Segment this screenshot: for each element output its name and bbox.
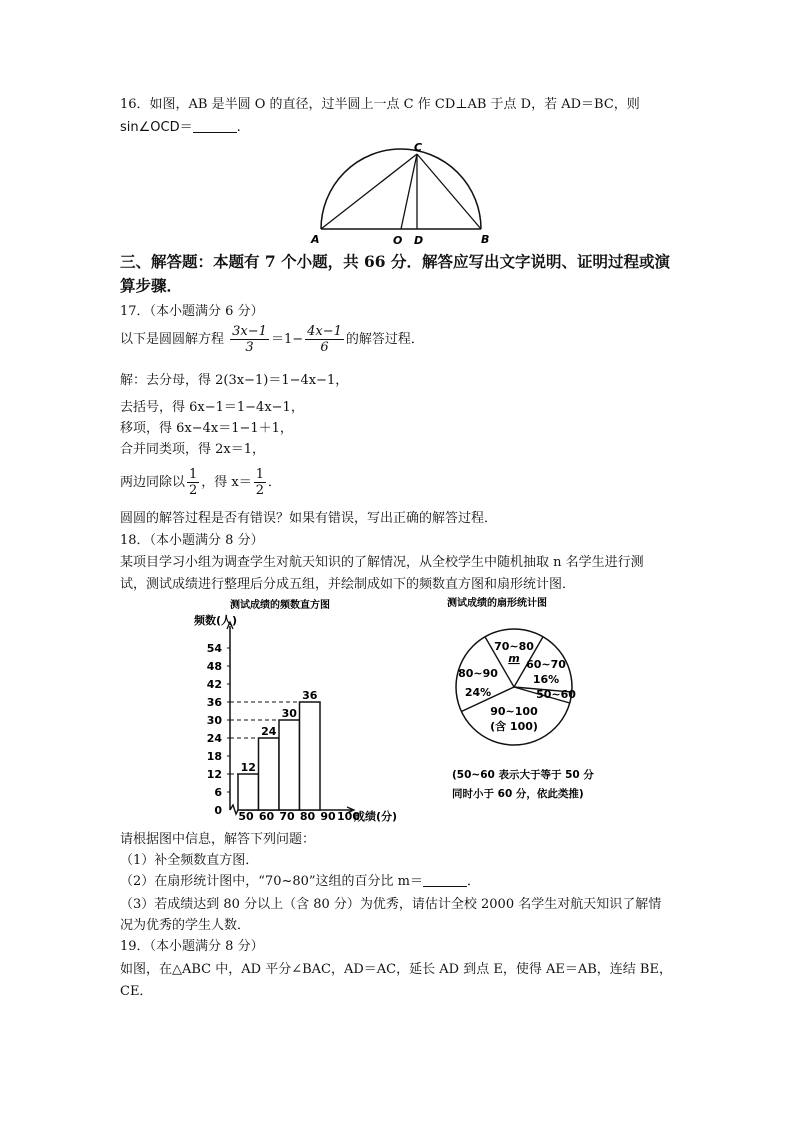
q17-equals: ＝1− (270, 332, 304, 347)
q17-intro-text: 以下是圆圆解方程 (120, 332, 225, 347)
pie-note-line2: 同时小于 60 分，依此类推) (452, 788, 584, 800)
q17-fraction-1 (230, 324, 269, 355)
q18-text1: 某项目学习小组为调查学生对航天知识的了解情况，从全校学生中随机抽取 n 名学生进行测 (120, 555, 644, 570)
semicircle-arc (321, 149, 481, 229)
q17-step5-text: 两边同除以 (120, 475, 186, 490)
q18-sub1: （1）补全频数直方图． (120, 853, 259, 868)
q17-intro-end: 的解答过程． (345, 332, 424, 347)
q17-step3: 移项，得 6x−4x＝1−1＋1， (120, 421, 293, 436)
label-b: B (481, 233, 490, 246)
q17-step1: 解：去分母，得 2(3x−1)＝1−4x−1， (120, 373, 349, 388)
histogram-y-tick-label: 30 (206, 714, 222, 727)
histogram-x-tick-label: 100 (337, 810, 360, 823)
histogram-x-tick-label: 70 (279, 810, 295, 823)
histogram-bar (300, 702, 321, 810)
pie-slice-value: 16% (532, 673, 560, 686)
q17-header: 17．（本小题满分 6 分） (120, 304, 264, 319)
q17-intro (120, 322, 424, 358)
frequency-histogram (190, 598, 430, 830)
histogram-y-tick-label: 24 (206, 732, 222, 745)
q18-header: 18．（本小题满分 8 分） (120, 533, 264, 548)
q18-sub2-end: ． (467, 874, 481, 889)
histogram-bar (279, 720, 300, 810)
histogram-y-tick-label: 48 (206, 660, 222, 673)
q17-fraction-2 (305, 324, 344, 355)
q19-header: 19．（本小题满分 8 分） (120, 939, 264, 954)
histogram-value-label: 36 (302, 689, 318, 702)
label-o: O (393, 234, 403, 247)
histogram-y-tick-label: 6 (214, 786, 222, 799)
histogram-x-tick-label: 50 (238, 810, 254, 823)
pie-slice-label: 90~100 (490, 705, 538, 718)
section3-heading-line2: 算步骤． (120, 276, 183, 295)
histogram-y-tick-label: 0 (214, 804, 222, 817)
histogram-value-label: 30 (281, 707, 297, 720)
histogram-x-tick-label: 60 (258, 810, 275, 823)
histogram-y-label: 频数(人) (194, 614, 238, 627)
histogram-y-tick-label: 18 (206, 750, 222, 763)
pie-chart (440, 596, 610, 806)
q17-step5 (120, 465, 281, 501)
pie-slice-value: m (508, 652, 520, 665)
histogram-value-label: 12 (240, 761, 256, 774)
q18-sub2-text: （2）在扇形统计图中，“70~80”这组的百分比 m＝ (120, 874, 423, 889)
q19-text2: CE． (120, 984, 153, 999)
q16-sin-expression: sin∠OCD＝ (120, 120, 193, 135)
fraction-numerator: 4x−1 (307, 324, 342, 339)
histogram-y-tick-label: 36 (206, 696, 222, 709)
histogram-y-tick-label: 42 (206, 678, 222, 691)
fraction-numerator: 1 (255, 467, 265, 482)
histogram-x-label: 成绩(分) (354, 810, 398, 823)
q17-step2: 去括号，得 6x−1＝1−4x−1， (120, 400, 304, 415)
q17-step5-mid: ，得 x＝ (201, 475, 252, 490)
q18-sub3-line2: 况为优秀的学生人数． (120, 918, 251, 933)
histogram-bar (238, 774, 259, 810)
fraction-denominator: 2 (189, 483, 198, 498)
q17-step5-end: ． (268, 475, 282, 490)
q19-text1: 如图，在△ABC 中，AD 平分∠BAC，AD＝AC，延长 AD 到点 E，使得 AE＝AB，连结 BE， (120, 962, 672, 977)
histogram-y-tick-label: 54 (206, 642, 222, 655)
q16-line1: 16．如图，AB 是半圆 O 的直径，过半圆上一点 C 作 CD⊥AB 于点 D，若 AD＝BC，则 (120, 97, 640, 112)
q17-fraction-3 (187, 467, 199, 498)
fraction-denominator: 6 (320, 340, 329, 355)
q16-period: . (236, 120, 241, 135)
label-c: C (414, 141, 423, 154)
pie-title: 测试成绩的扇形统计图 (447, 598, 547, 609)
pie-slice-label: 60~70 (526, 658, 566, 671)
pie-slice-value: 24% (464, 686, 492, 699)
segment-ac (321, 154, 417, 229)
label-d: D (414, 234, 424, 247)
histogram-bar (259, 738, 280, 810)
q16-semicircle-figure (300, 136, 500, 248)
histogram-x-tick-label: 90 (320, 810, 336, 823)
pie-slice-label: 70~80 (494, 640, 534, 653)
q18-text2: 试，测试成绩进行整理后分成五组，并绘制成如下的频数直方图和扇形统计图． (120, 577, 576, 592)
q17-step4: 合并同类项，得 2x＝1， (120, 442, 266, 457)
section3-heading-line1: 三、解答题：本题有 7 个小题，共 66 分．解答应写出文字说明、证明过程或演 (120, 252, 670, 271)
histogram-title: 测试成绩的频数直方图 (230, 600, 330, 611)
q18-after-text: 请根据图中信息，解答下列问题： (120, 832, 316, 847)
pie-slice-label: 50~60 (536, 688, 576, 701)
fraction-numerator: 1 (189, 467, 198, 482)
fraction-denominator: 2 (255, 483, 265, 498)
q16-line2 (120, 119, 241, 137)
q18-sub3-line1: （3）若成绩达到 80 分以上（含 80 分）为优秀，请估计全校 2000 名学生对航天知识了解情 (120, 897, 662, 912)
histogram-y-tick-label: 12 (206, 768, 222, 781)
q17-question: 圆圆的解答过程是否有错误？如果有错误，写出正确的解答过程． (120, 511, 498, 526)
pie-slice-value: (含 100) (490, 720, 538, 733)
q16-answer-blank (193, 120, 237, 133)
fraction-denominator: 3 (245, 340, 254, 355)
label-a: A (311, 233, 320, 246)
q18-answer-blank (423, 874, 467, 887)
q18-sub2 (120, 873, 480, 891)
histogram-x-tick-label: 80 (299, 810, 316, 823)
histogram-value-label: 24 (261, 725, 277, 738)
fraction-numerator: 3x−1 (232, 324, 267, 339)
q17-fraction-4 (254, 467, 266, 498)
pie-slice-label: 80~90 (458, 667, 498, 680)
pie-note-line1: (50~60 表示大于等于 50 分 (452, 769, 594, 781)
